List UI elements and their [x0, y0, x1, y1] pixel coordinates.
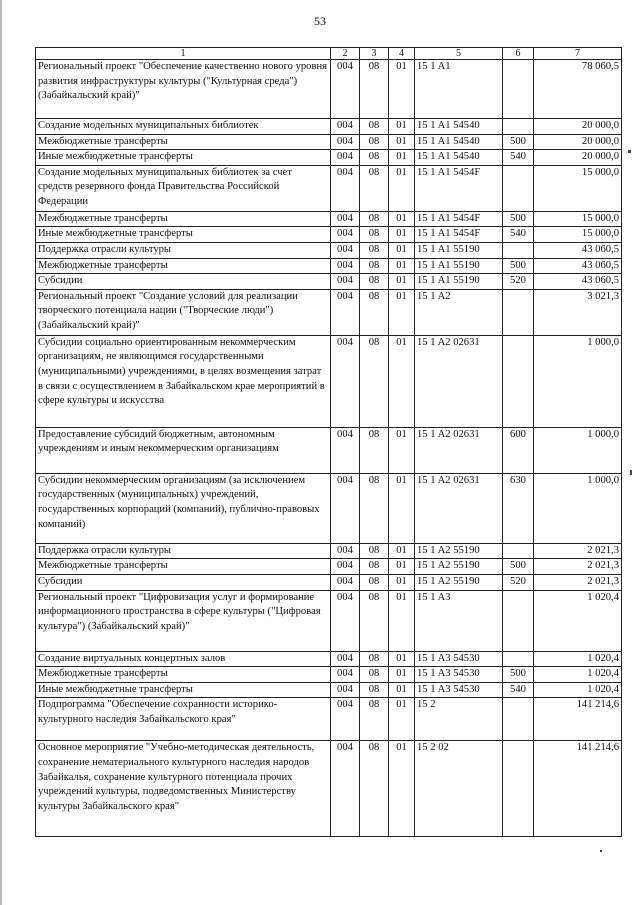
row-rz: 08	[360, 258, 389, 274]
row-rz: 08	[360, 651, 389, 667]
row-vr: 500	[503, 667, 534, 683]
row-vr: 520	[503, 574, 534, 590]
row-rz: 08	[360, 559, 389, 575]
row-name: Субсидии социально ориентированным некоммерческим организациям, не являющимся государственными (муниципальными) учреждениями, в целях возмещения затрат в связи с осуществлением в Забайкальском крае мероприятий в сфере культуры и искусства	[36, 335, 331, 427]
row-pr: 01	[389, 559, 415, 575]
row-grbs: 004	[331, 667, 360, 683]
row-name: Создание модельных муниципальных библиотек	[36, 119, 331, 135]
table-row	[36, 165, 622, 211]
row-pr: 01	[389, 119, 415, 135]
row-sum: 1 000,0	[534, 335, 622, 427]
row-pr: 01	[389, 682, 415, 698]
row-grbs: 004	[331, 60, 360, 119]
row-rz: 08	[360, 165, 389, 211]
table-row	[36, 211, 622, 227]
row-vr	[503, 165, 534, 211]
row-csr: 15 1 A3	[415, 590, 503, 651]
table-row	[36, 242, 622, 258]
row-sum: 43 060,5	[534, 242, 622, 258]
row-csr: 15 1 A1 5454F	[415, 211, 503, 227]
row-rz: 08	[360, 227, 389, 243]
row-csr: 15 1 A2 55190	[415, 574, 503, 590]
row-sum: 3 021,3	[534, 289, 622, 335]
table-row	[36, 590, 622, 651]
row-pr: 01	[389, 473, 415, 543]
table-header-row	[36, 48, 622, 60]
row-vr: 500	[503, 134, 534, 150]
row-pr: 01	[389, 590, 415, 651]
row-name: Субсидии	[36, 274, 331, 290]
row-name: Предоставление субсидий бюджетным, автономным учреждениям и иным некоммерческим организациям	[36, 427, 331, 473]
row-sum: 2 021,3	[534, 543, 622, 559]
row-sum: 141 214,6	[534, 698, 622, 741]
row-rz: 08	[360, 119, 389, 135]
row-vr	[503, 590, 534, 651]
table-row	[36, 427, 622, 473]
header-col-5: 5	[415, 48, 503, 60]
row-grbs: 004	[331, 211, 360, 227]
row-pr: 01	[389, 274, 415, 290]
scan-speck	[600, 850, 602, 852]
row-grbs: 004	[331, 473, 360, 543]
row-rz: 08	[360, 667, 389, 683]
header-col-1: 1	[36, 48, 331, 60]
row-vr	[503, 242, 534, 258]
row-grbs: 004	[331, 258, 360, 274]
row-sum: 15 000,0	[534, 165, 622, 211]
row-pr: 01	[389, 134, 415, 150]
row-rz: 08	[360, 473, 389, 543]
row-pr: 01	[389, 335, 415, 427]
row-name: Создание модельных муниципальных библиотек за счет средств резервного фонда Правительства Российской Федерации	[36, 165, 331, 211]
row-grbs: 004	[331, 134, 360, 150]
row-grbs: 004	[331, 335, 360, 427]
row-grbs: 004	[331, 682, 360, 698]
row-rz: 08	[360, 60, 389, 119]
row-rz: 08	[360, 274, 389, 290]
header-col-4: 4	[389, 48, 415, 60]
row-pr: 01	[389, 543, 415, 559]
row-grbs: 004	[331, 165, 360, 211]
row-csr: 15 1 A1 55190	[415, 242, 503, 258]
row-grbs: 004	[331, 274, 360, 290]
row-rz: 08	[360, 427, 389, 473]
header-col-7: 7	[534, 48, 622, 60]
row-name: Создание виртуальных концертных залов	[36, 651, 331, 667]
row-vr	[503, 335, 534, 427]
table-row	[36, 559, 622, 575]
row-csr: 15 1 A1 54540	[415, 150, 503, 166]
table-row	[36, 119, 622, 135]
table-row	[36, 682, 622, 698]
row-sum: 1 020,4	[534, 590, 622, 651]
row-sum: 1 020,4	[534, 682, 622, 698]
row-csr: 15 1 A2 02631	[415, 427, 503, 473]
row-rz: 08	[360, 682, 389, 698]
row-grbs: 004	[331, 741, 360, 837]
row-rz: 08	[360, 741, 389, 837]
row-pr: 01	[389, 289, 415, 335]
table-row	[36, 698, 622, 741]
table-row	[36, 574, 622, 590]
row-sum: 20 000,0	[534, 119, 622, 135]
row-vr: 600	[503, 427, 534, 473]
row-vr: 500	[503, 211, 534, 227]
row-sum: 1 020,4	[534, 651, 622, 667]
table-row	[36, 473, 622, 543]
row-vr	[503, 543, 534, 559]
table-row	[36, 741, 622, 837]
table-row	[36, 667, 622, 683]
row-name: Региональный проект "Создание условий для реализации творческого потенциала нации ("Творческие люди") (Забайкальский край)"	[36, 289, 331, 335]
row-grbs: 004	[331, 698, 360, 741]
row-rz: 08	[360, 289, 389, 335]
row-rz: 08	[360, 590, 389, 651]
row-rz: 08	[360, 543, 389, 559]
table-row	[36, 651, 622, 667]
row-pr: 01	[389, 211, 415, 227]
row-sum: 78 060,5	[534, 60, 622, 119]
row-csr: 15 2 02	[415, 741, 503, 837]
header-col-2: 2	[331, 48, 360, 60]
row-csr: 15 1 A3 54530	[415, 682, 503, 698]
header-col-6: 6	[503, 48, 534, 60]
row-name: Иные межбюджетные трансферты	[36, 227, 331, 243]
row-name: Межбюджетные трансферты	[36, 559, 331, 575]
scan-speck	[628, 150, 631, 153]
row-vr: 540	[503, 227, 534, 243]
row-pr: 01	[389, 165, 415, 211]
row-grbs: 004	[331, 651, 360, 667]
row-rz: 08	[360, 698, 389, 741]
row-vr: 630	[503, 473, 534, 543]
row-pr: 01	[389, 667, 415, 683]
row-sum: 43 060,5	[534, 274, 622, 290]
row-pr: 01	[389, 698, 415, 741]
row-grbs: 004	[331, 543, 360, 559]
table-row	[36, 543, 622, 559]
row-name: Иные межбюджетные трансферты	[36, 682, 331, 698]
row-name: Субсидии некоммерческим организациям (за исключением государственных (муниципальных) учреждений, государственных корпораций (компаний), публично-правовых компаний)	[36, 473, 331, 543]
row-rz: 08	[360, 574, 389, 590]
row-sum: 2 021,3	[534, 574, 622, 590]
row-name: Межбюджетные трансферты	[36, 667, 331, 683]
budget-table	[35, 47, 622, 837]
row-grbs: 004	[331, 227, 360, 243]
row-rz: 08	[360, 150, 389, 166]
scan-edge-mark	[0, 0, 2, 905]
row-name: Поддержка отрасли культуры	[36, 242, 331, 258]
header-col-3: 3	[360, 48, 389, 60]
table-row	[36, 150, 622, 166]
row-vr	[503, 119, 534, 135]
table-row	[36, 289, 622, 335]
row-sum: 2 021,3	[534, 559, 622, 575]
row-csr: 15 1 A1 54540	[415, 119, 503, 135]
row-vr	[503, 289, 534, 335]
row-sum: 1 000,0	[534, 427, 622, 473]
row-name: Региональный проект "Цифровизация услуг и формирование информационного пространства в сфере культуры ("Цифровая культура") (Забайкальский край)"	[36, 590, 331, 651]
row-name: Субсидии	[36, 574, 331, 590]
row-name: Межбюджетные трансферты	[36, 134, 331, 150]
row-grbs: 004	[331, 590, 360, 651]
row-pr: 01	[389, 242, 415, 258]
row-name: Межбюджетные трансферты	[36, 258, 331, 274]
row-sum: 1 020,4	[534, 667, 622, 683]
row-vr	[503, 60, 534, 119]
row-sum: 15 000,0	[534, 227, 622, 243]
row-vr	[503, 698, 534, 741]
row-csr: 15 1 A1 54540	[415, 134, 503, 150]
row-grbs: 004	[331, 119, 360, 135]
table-row	[36, 335, 622, 427]
row-csr: 15 1 A2 02631	[415, 335, 503, 427]
row-csr: 15 1 A2 55190	[415, 543, 503, 559]
table-row	[36, 274, 622, 290]
row-vr: 520	[503, 274, 534, 290]
row-vr: 500	[503, 258, 534, 274]
table-row	[36, 60, 622, 119]
row-csr: 15 1 A3 54530	[415, 667, 503, 683]
row-sum: 20 000,0	[534, 134, 622, 150]
row-rz: 08	[360, 134, 389, 150]
row-pr: 01	[389, 574, 415, 590]
row-vr: 540	[503, 150, 534, 166]
row-vr: 540	[503, 682, 534, 698]
row-sum: 15 000,0	[534, 211, 622, 227]
table-row	[36, 258, 622, 274]
row-sum: 20 000,0	[534, 150, 622, 166]
row-grbs: 004	[331, 427, 360, 473]
row-grbs: 004	[331, 150, 360, 166]
row-csr: 15 1 A1 5454F	[415, 227, 503, 243]
row-grbs: 004	[331, 559, 360, 575]
row-csr: 15 1 A1 5454F	[415, 165, 503, 211]
row-pr: 01	[389, 427, 415, 473]
row-csr: 15 1 A2 02631	[415, 473, 503, 543]
row-pr: 01	[389, 258, 415, 274]
row-sum: 1 000,0	[534, 473, 622, 543]
row-csr: 15 2	[415, 698, 503, 741]
row-rz: 08	[360, 335, 389, 427]
row-pr: 01	[389, 60, 415, 119]
row-pr: 01	[389, 150, 415, 166]
row-csr: 15 1 A1 55190	[415, 258, 503, 274]
row-grbs: 004	[331, 574, 360, 590]
row-name: Межбюджетные трансферты	[36, 211, 331, 227]
row-name: Иные межбюджетные трансферты	[36, 150, 331, 166]
row-csr: 15 1 A2	[415, 289, 503, 335]
row-grbs: 004	[331, 242, 360, 258]
row-vr	[503, 741, 534, 837]
row-name: Основное мероприятие "Учебно-методическая деятельность, сохранение нематериального культурного наследия народов Забайкалья, сохранение культурного потенциала прочих учреждений культуры, подведомственных Министерству культуры Забайкальского края"	[36, 741, 331, 837]
table-row	[36, 227, 622, 243]
row-vr	[503, 651, 534, 667]
row-csr: 15 1 A3 54530	[415, 651, 503, 667]
row-grbs: 004	[331, 289, 360, 335]
page-number: 53	[314, 14, 326, 28]
row-sum: 43 060,5	[534, 258, 622, 274]
row-sum: 141 214,6	[534, 741, 622, 837]
table-row	[36, 134, 622, 150]
row-pr: 01	[389, 741, 415, 837]
row-rz: 08	[360, 242, 389, 258]
row-pr: 01	[389, 651, 415, 667]
row-name: Поддержка отрасли культуры	[36, 543, 331, 559]
row-csr: 15 1 A2 55190	[415, 559, 503, 575]
scan-speck	[630, 470, 632, 475]
row-vr: 500	[503, 559, 534, 575]
row-rz: 08	[360, 211, 389, 227]
row-csr: 15 1 A1 55190	[415, 274, 503, 290]
row-pr: 01	[389, 227, 415, 243]
row-name: Региональный проект "Обеспечение качественно нового уровня развития инфраструктуры культуры ("Культурная среда") (Забайкальский край)"	[36, 60, 331, 119]
row-name: Подпрограмма "Обеспечение сохранности историко-культурного наследия Забайкальского края"	[36, 698, 331, 741]
row-csr: 15 1 A1	[415, 60, 503, 119]
